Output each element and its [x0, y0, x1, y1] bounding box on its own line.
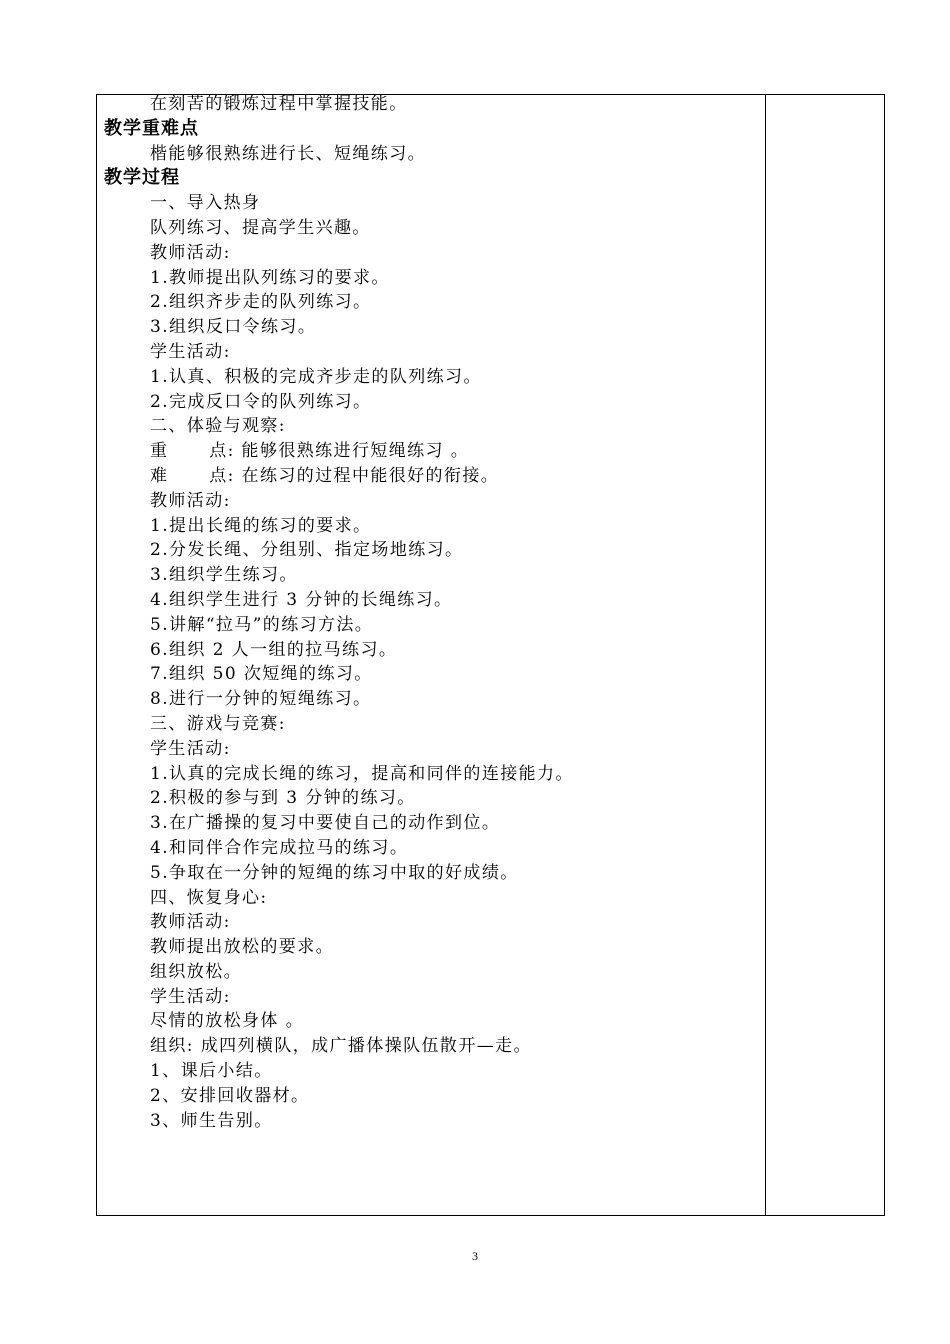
text-line: 楷能够很熟练进行长、短绳练习。 [150, 143, 426, 164]
text-line: 教师活动: [150, 242, 231, 263]
text-line: 2.积极的参与到 3 分钟的练习。 [150, 788, 416, 809]
text-line: 学生活动: [150, 341, 231, 362]
text-line: 三、游戏与竞赛: [150, 713, 286, 734]
text-line: 教师活动: [150, 912, 231, 933]
text-line: 3.组织学生练习。 [150, 565, 298, 586]
text-line: 二、体验与观察: [150, 416, 286, 437]
text-line: 3.组织反口令练习。 [150, 317, 317, 338]
text-line: 7.组织 50 次短绳的练习。 [150, 664, 373, 685]
text-line: 重 点: 能够很熟练进行短绳练习 。 [150, 441, 470, 462]
text-line: 3.在广播操的复习中要使自己的动作到位。 [150, 813, 501, 834]
text-line: 1.认真的完成长绳的练习，提高和同伴的连接能力。 [150, 763, 574, 784]
text-line: 教师活动: [150, 490, 231, 511]
text-line: 6.组织 2 人一组的拉马练习。 [150, 639, 398, 660]
text-line: 学生活动: [150, 738, 231, 759]
text-line: 2.分发长绳、分组别、指定场地练习。 [150, 540, 464, 561]
text-line: 教师提出放松的要求。 [150, 937, 334, 958]
text-line: 5.争取在一分钟的短绳的练习中取的好成绩。 [150, 862, 519, 883]
text-line: 尽情的放松身体 。 [150, 1011, 305, 1032]
lesson-content-cell [104, 92, 759, 1133]
section-heading: 教学重难点 [104, 117, 199, 139]
page-number: 3 [472, 1249, 478, 1263]
text-line: 2.完成反口令的队列练习。 [150, 391, 372, 412]
text-line: 2.组织齐步走的队列练习。 [150, 292, 372, 313]
text-line: 4.和同伴合作完成拉马的练习。 [150, 837, 409, 858]
text-line: 难 点: 在练习的过程中能很好的衔接。 [150, 465, 500, 486]
text-line: 8.进行一分钟的短绳练习。 [150, 689, 372, 710]
text-line: 组织放松。 [150, 961, 242, 982]
text-line: 1.认真、积极的完成齐步走的队列练习。 [150, 366, 482, 387]
text-line: 在刻苦的锻炼过程中掌握技能。 [150, 94, 408, 114]
table-column-divider [765, 94, 766, 1216]
text-line: 学生活动: [150, 986, 231, 1007]
text-line: 5.讲解“拉马”的练习方法。 [150, 614, 374, 635]
text-line: 3、师生告别。 [150, 1110, 273, 1131]
section-heading: 教学过程 [104, 167, 180, 189]
text-line: 1.提出长绳的练习的要求。 [150, 515, 372, 536]
text-line: 组织: 成四列横队，成广播体操队伍散开—走。 [150, 1036, 532, 1057]
text-line: 四、恢复身心: [150, 887, 268, 908]
text-line: 1、课后小结。 [150, 1061, 273, 1082]
text-line: 队列练习、提高学生兴趣。 [150, 217, 371, 238]
text-line: 4.组织学生进行 3 分钟的长绳练习。 [150, 589, 453, 610]
text-line: 一、导入热身 [150, 193, 261, 214]
text-line: 1.教师提出队列练习的要求。 [150, 267, 390, 288]
text-line: 2、安排回收器材。 [150, 1085, 310, 1106]
